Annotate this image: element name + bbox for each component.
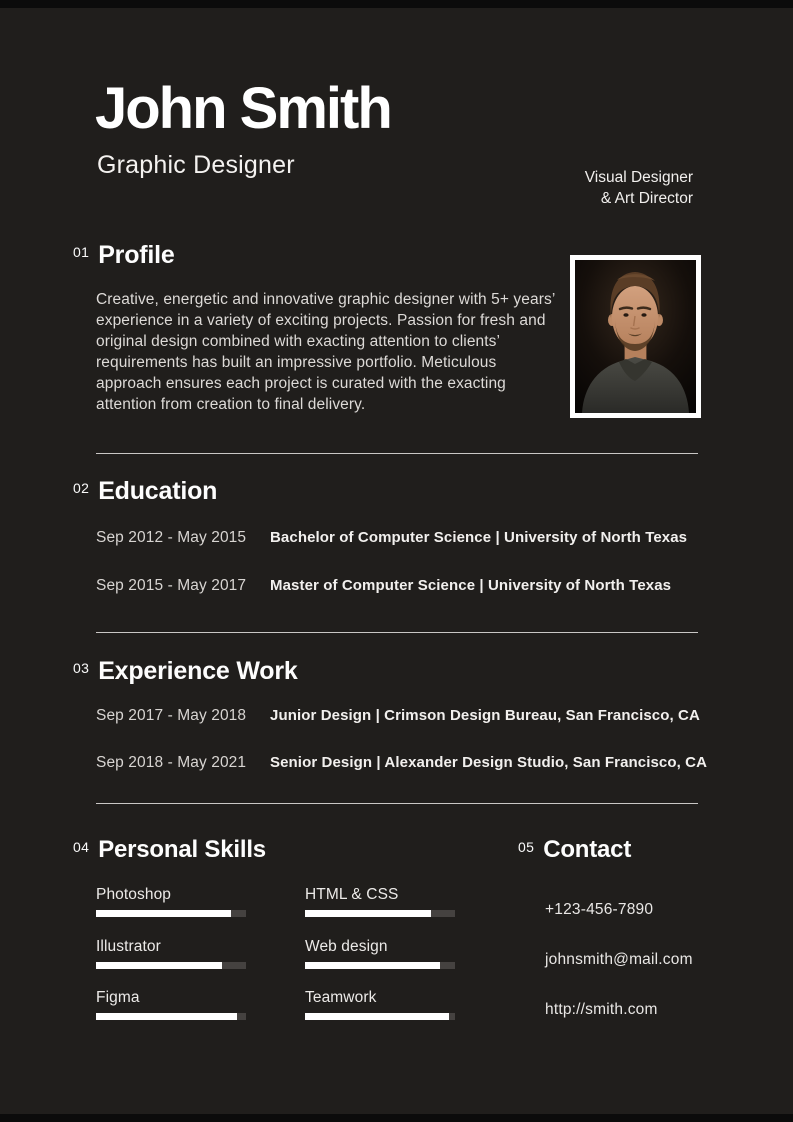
- contact-email: johnsmith@mail.com: [545, 951, 693, 968]
- experience-entry-description: Senior Design | Alexander Design Studio, San Francisco, CA: [270, 754, 708, 771]
- contact-section-heading: [518, 836, 631, 864]
- skill-bar-track: [96, 962, 246, 969]
- experience-entry-description: Junior Design | Crimson Design Bureau, San Francisco, CA: [270, 707, 700, 724]
- profile-section-number: 01: [73, 244, 90, 260]
- skill-bar-track: [305, 962, 455, 969]
- skill-label: Teamwork: [305, 989, 377, 1006]
- tagline: [585, 167, 693, 209]
- skill-bar-fill: [305, 962, 440, 969]
- skill-item: [96, 989, 246, 1020]
- skill-bar-fill: [305, 910, 431, 917]
- contact-section-title: Contact: [543, 836, 632, 863]
- job-title: Graphic Designer: [97, 151, 295, 179]
- skill-bar-track: [96, 1013, 246, 1020]
- education-section-number: 02: [73, 480, 90, 496]
- skill-bar-fill: [96, 910, 231, 917]
- skills-section-title: Personal Skills: [98, 836, 266, 863]
- tagline-line1: Visual Designer: [584, 169, 693, 186]
- section-divider: [96, 803, 698, 804]
- profile-section-title: Profile: [98, 241, 175, 269]
- education-entry: [96, 529, 756, 547]
- contact-phone: +123-456-7890: [545, 901, 654, 918]
- skill-label: Web design: [305, 938, 388, 955]
- portrait-frame: [570, 255, 701, 418]
- skill-item: [96, 938, 246, 969]
- skill-item: [305, 938, 455, 969]
- skill-item: [305, 886, 455, 917]
- education-entry: [96, 577, 756, 595]
- education-section-title: Education: [98, 477, 218, 505]
- skill-label: Illustrator: [96, 938, 161, 955]
- contact-website: http://smith.com: [545, 1001, 658, 1018]
- portrait-photo: [575, 260, 696, 413]
- profile-summary-text: Creative, energetic and innovative graphic designer with 5+ years’ experience in a variety of exciting projects. Passion for fresh and original design combined with exacting attention to clients’ requirements has built an impressive portfolio. Meticulous approach ensures each project is curated with the exacting attention from creation to final delivery.: [96, 291, 555, 413]
- education-entry-description: Master of Computer Science | University of North Texas: [270, 577, 672, 594]
- skill-bar-fill: [96, 1013, 237, 1020]
- top-border: [0, 0, 793, 8]
- experience-entry: [96, 707, 756, 725]
- skill-bar-track: [305, 1013, 455, 1020]
- section-divider: [96, 453, 698, 454]
- skills-section-heading: [73, 836, 266, 864]
- skill-bar-fill: [305, 1013, 449, 1020]
- experience-entry: [96, 754, 756, 772]
- skill-label: Photoshop: [96, 886, 172, 903]
- tagline-line2: & Art Director: [600, 190, 693, 207]
- skill-label: Figma: [96, 989, 140, 1006]
- education-section-heading: [73, 477, 217, 506]
- skill-item: [96, 886, 246, 917]
- skill-label: HTML & CSS: [305, 886, 399, 903]
- skill-bar-track: [305, 910, 455, 917]
- person-name: John Smith: [95, 76, 391, 141]
- education-entry-dates: Sep 2012 - May 2015: [96, 529, 247, 546]
- contact-section-number: 05: [518, 839, 535, 855]
- skill-bar-fill: [96, 962, 222, 969]
- experience-section-heading: [73, 657, 298, 686]
- section-divider: [96, 632, 698, 633]
- experience-entry-dates: Sep 2017 - May 2018: [96, 707, 247, 724]
- skill-bar-track: [96, 910, 246, 917]
- experience-section-title: Experience Work: [98, 657, 298, 685]
- skills-section-number: 04: [73, 839, 90, 855]
- bottom-border: [0, 1114, 793, 1122]
- experience-entry-dates: Sep 2018 - May 2021: [96, 754, 247, 771]
- experience-section-number: 03: [73, 660, 90, 676]
- education-entry-description: Bachelor of Computer Science | University of North Texas: [270, 529, 688, 546]
- education-entry-dates: Sep 2015 - May 2017: [96, 577, 247, 594]
- profile-section-heading: [73, 241, 175, 270]
- skill-item: [305, 989, 455, 1020]
